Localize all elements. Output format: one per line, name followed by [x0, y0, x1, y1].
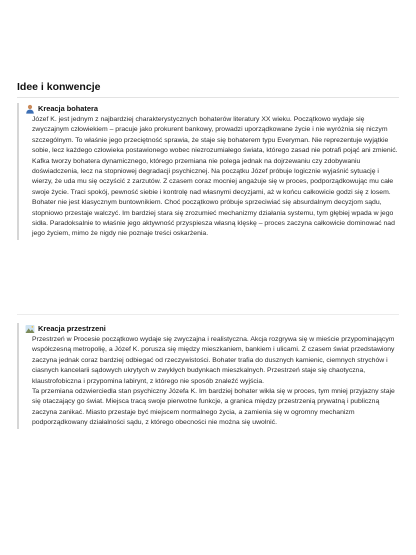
section-heading [25, 323, 399, 334]
person-icon [25, 104, 35, 114]
section-quote-block [17, 103, 399, 240]
section-paragraph: Kafka tworzy bohatera dynamicznego, którego przemiana nie polega jednak na dojrzewaniu czy zdobywaniu doświadczenia, lecz na stopniowej degradacji psychicznej. Na początku Józef próbuje logicznie wyjaśnić sytuację i wierzy, że uda mu się oczyścić z zarzutów. Z czasem coraz mocniej angażuje się w proces, podporządkowując mu całe swoje życie. Traci spokój, pewność siebie i kontrolę nad własnymi decyzjami, aż w końcu całkowicie godzi się z losem. [32, 157, 394, 196]
section-heading [25, 103, 399, 114]
page-title: Idee i konwencje [17, 81, 101, 93]
title-divider [17, 97, 399, 98]
section-paragraph: Bohater nie jest klasycznym buntownikiem. Choć początkowo próbuje sprzeciwiać się absurdalnym decyzjom sądu, stopniowo przestaje walczyć. Im bardziej stara się zrozumieć mechanizmy działania systemu, tym głębiej wpada w jego sidła. Paradoksalnie to właśnie jego aktywność przyspiesza własną klęskę – proces zaczyna całkowicie dominować nad jego życiem, mimo że nigdy nie poznaje treści oskarżenia. [32, 199, 395, 238]
section-paragraph: Ta przemiana odzwierciedla stan psychiczny Józefa K. Im bardziej bohater wikła się w proces, tym mniej przyjazny staje się otaczający go świat. Miejsca tracą swoje pierwotne funkcje, a granica między przestrzenią prywatną i publiczną zaczyna zanikać. Miasto przestaje być miejscem normalnego życia, a zamienia się w ogromny mechanizm podporządkowany działalności sądu, z którego obecności nie można się uwolnić. [32, 388, 395, 427]
landscape-icon [25, 324, 35, 334]
section-quote-block [17, 323, 399, 429]
section-title: Kreacja przestrzeni [38, 324, 106, 333]
section-paragraph: Józef K. jest jednym z najbardziej charakterystycznych bohaterów literatury XX wieku. Początkowo wydaje się zwyczajnym człowiekiem – pracuje jako prokurent bankowy, prowadzi uporządkowane życie i nie wyróżnia się niczym szczególnym. To właśnie jego przeciętność sprawia, że staje się bohaterem typu Everyman. Nie reprezentuje wyjątkie sobie, lecz każdego człowieka postawionego wobec niezrozumiałego świata, którego zasad nie potrafi pojąć ani zmienić. [32, 116, 398, 155]
section-title: Kreacja bohatera [38, 104, 98, 113]
section-hero-creation [17, 103, 399, 240]
section-space-creation [17, 323, 399, 429]
section-divider [17, 314, 399, 315]
section-paragraph: Przestrzeń w Procesie początkowo wydaje się zwyczajna i realistyczna. Akcja rozgrywa się w mieście przypominającym współczesną metropolię, a Józef K. porusza się między mieszkaniem, bankiem i ulicami. Z czasem świat przedstawiony zaczyna jednak coraz bardziej odbiegać od rzeczywistości. Bohater trafia do dusznych kamienic, ciemnych strychów i ciasnych kancelarii sądowych ukrytych w zwykłych budynkach mieszkalnych. Przestrzeń staje się chaotyczna, klaustrofobiczna i przypomina labirynt, z którego nie sposób znaleźć wyjścia. [32, 336, 395, 385]
